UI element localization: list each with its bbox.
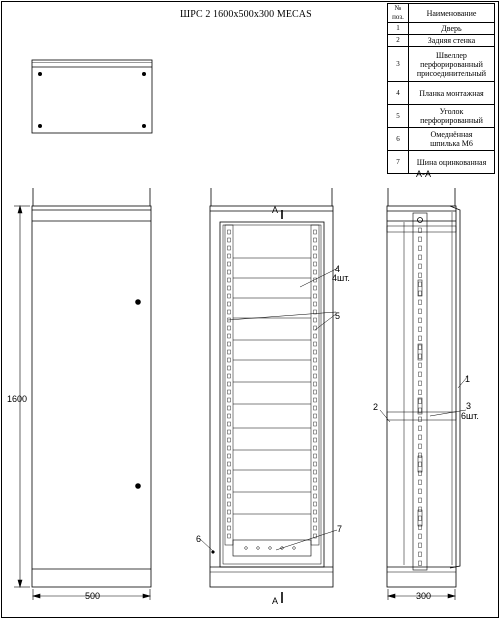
perforation-slot	[419, 561, 422, 566]
perforation-slot	[314, 254, 317, 258]
door-profile	[450, 206, 460, 568]
spec-row-num: 2	[388, 35, 409, 47]
perforation-slot	[314, 398, 317, 402]
callout-7: 7	[337, 524, 343, 534]
perforation-slot	[419, 237, 422, 242]
callout-6: 6	[196, 534, 202, 544]
perforated-channel	[413, 213, 427, 570]
perforation-slot	[228, 238, 231, 242]
perforation-side	[419, 228, 422, 566]
leader-5a	[228, 312, 336, 320]
channel-top-hole	[418, 218, 423, 223]
perforation-slot	[228, 382, 231, 386]
perforation-slot	[419, 264, 422, 269]
perforation-slot	[419, 300, 422, 305]
perforation-slot	[419, 525, 422, 530]
spec-row-name-line: шпилька М6	[430, 139, 473, 148]
top-view	[32, 60, 152, 133]
perforation-slot	[228, 446, 231, 450]
perforation-slot	[228, 334, 231, 338]
front-view	[32, 188, 151, 587]
callout-4-qty: 4шт.	[332, 273, 350, 283]
perforation-slot	[314, 246, 317, 250]
spec-row-name-line: Швеллер	[436, 50, 467, 60]
perforation-slot	[419, 255, 422, 260]
perforation-slot	[228, 534, 231, 538]
callout-2: 2	[373, 402, 379, 412]
perforation-slot	[228, 462, 231, 466]
perforation-slot	[314, 358, 317, 362]
perforation-slot	[314, 462, 317, 466]
perforation-slot	[419, 435, 422, 440]
perforation-slot	[228, 438, 231, 442]
spec-row-name-line: Планка монтажная	[419, 88, 484, 98]
perforation-slot	[314, 238, 317, 242]
perforation-slot	[314, 414, 317, 418]
perforation-slot	[228, 270, 231, 274]
spec-row-num: 6	[388, 128, 409, 151]
perforation-slot	[314, 438, 317, 442]
perforation-slot	[419, 363, 422, 368]
callout-4: 4	[335, 264, 341, 274]
perforation-slot	[419, 516, 422, 521]
perforation-slot	[314, 526, 317, 530]
perforation-slot	[314, 406, 317, 410]
perforation-slot	[314, 302, 317, 306]
perforation-slot	[419, 354, 422, 359]
top-view-outline	[32, 60, 152, 133]
perforation-slot	[228, 430, 231, 434]
perforation-slot	[228, 310, 231, 314]
spec-row-name-line: Омеднённая	[430, 130, 473, 139]
perforation-slot	[228, 326, 231, 330]
perforation-slot	[419, 507, 422, 512]
perforation-slot	[419, 498, 422, 503]
spec-row-num: 3	[388, 47, 409, 82]
perforation-slot	[228, 414, 231, 418]
perforation-slot	[314, 390, 317, 394]
perforation-slot	[419, 381, 422, 386]
perforation-slot	[314, 286, 317, 290]
perforated-angle-right	[311, 225, 319, 545]
mounting-panel-outline	[220, 222, 324, 567]
mounting-strips	[233, 258, 311, 514]
callout-1: 1	[465, 374, 471, 384]
perforation-slot	[314, 494, 317, 498]
perforation-slot	[419, 390, 422, 395]
sheet-frame	[2, 2, 499, 618]
perforation-slot	[419, 444, 422, 449]
perforation-slot	[419, 372, 422, 377]
perforation-slot	[419, 282, 422, 287]
perforation-slot	[314, 318, 317, 322]
spec-row-name-line: Шина оцинкованная	[416, 157, 487, 167]
perforation-slot	[228, 246, 231, 250]
perforation-slot	[228, 366, 231, 370]
perforation-slot	[228, 470, 231, 474]
perforation-slot	[419, 345, 422, 350]
callout-3: 3	[466, 401, 472, 411]
perforation-slot	[419, 453, 422, 458]
perforation-slot	[314, 422, 317, 426]
perforation-slot	[419, 543, 422, 548]
perforation-slot	[228, 342, 231, 346]
perforation-slot	[228, 494, 231, 498]
perforation-slot	[314, 454, 317, 458]
perforation-slot	[228, 486, 231, 490]
perforation-slot	[228, 518, 231, 522]
side-view	[387, 188, 460, 587]
spec-row-name-line: Задняя стенка	[427, 36, 476, 45]
side-body	[387, 206, 456, 587]
callout-5: 5	[335, 311, 341, 321]
perforation-slot	[228, 302, 231, 306]
top-bolt-3	[38, 124, 41, 127]
width-dim-label: 500	[85, 591, 101, 601]
perforated-angle-left	[225, 225, 233, 545]
perforation-left	[228, 230, 231, 538]
perforation-slot	[314, 486, 317, 490]
perforation-slot	[228, 478, 231, 482]
perforation-slot	[228, 278, 231, 282]
perforation-slot	[419, 246, 422, 251]
perforation-slot	[314, 374, 317, 378]
perforation-slot	[314, 270, 317, 274]
perforation-slot	[419, 426, 422, 431]
perforation-slot	[228, 230, 231, 234]
interior-view	[210, 188, 333, 587]
section-mark-top-label: А	[272, 205, 279, 215]
depth-dim-label: 300	[416, 591, 432, 601]
perforation-slot	[419, 489, 422, 494]
perforation-slot	[419, 480, 422, 485]
perforation-slot	[314, 510, 317, 514]
perforation-slot	[314, 334, 317, 338]
spec-row-name-line: перфорированный	[420, 59, 483, 69]
perforation-slot	[228, 502, 231, 506]
perforation-slot	[419, 336, 422, 341]
perforation-slot	[419, 318, 422, 323]
perforation-slot	[419, 399, 422, 404]
perforation-slot	[314, 382, 317, 386]
perforation-slot	[419, 309, 422, 314]
spec-row-name-line: Дверь	[441, 24, 462, 33]
perforation-slot	[314, 478, 317, 482]
perforation-slot	[419, 471, 422, 476]
perforation-slot	[419, 417, 422, 422]
perforation-slot	[314, 470, 317, 474]
perforation-slot	[228, 286, 231, 290]
perforation-slot	[314, 518, 317, 522]
door-lock-bottom	[136, 484, 141, 489]
perforation-right	[314, 230, 317, 538]
perforation-slot	[228, 406, 231, 410]
spec-row-name-line: перфорированный	[420, 116, 483, 125]
callout-3-qty: 6шт.	[461, 411, 479, 421]
perforation-slot	[314, 342, 317, 346]
spec-header-num: № поз.	[388, 4, 409, 23]
perforation-slot	[228, 454, 231, 458]
top-bolt-1	[38, 72, 41, 75]
perforation-slot	[419, 462, 422, 467]
perforation-slot	[228, 398, 231, 402]
perforation-slot	[314, 350, 317, 354]
perforation-slot	[228, 350, 231, 354]
perforation-slot	[314, 262, 317, 266]
perforation-slot	[314, 366, 317, 370]
perforation-slot	[228, 262, 231, 266]
perforation-slot	[314, 446, 317, 450]
top-bolt-2	[142, 72, 145, 75]
perforation-slot	[314, 430, 317, 434]
section-title: А-А	[416, 169, 432, 179]
top-bolt-4	[142, 124, 145, 127]
spec-row-num: 1	[388, 23, 409, 35]
perforation-slot	[228, 422, 231, 426]
perforation-slot	[228, 510, 231, 514]
perforation-slot	[314, 502, 317, 506]
height-dim-label: 1600	[7, 394, 28, 404]
cabinet-body	[32, 206, 151, 587]
perforation-slot	[419, 291, 422, 296]
perforation-slot	[228, 526, 231, 530]
leader-6	[200, 539, 213, 551]
perforation-slot	[228, 358, 231, 362]
perforation-slot	[228, 254, 231, 258]
perforation-slot	[419, 273, 422, 278]
perforation-slot	[228, 374, 231, 378]
spec-row-name-line: присоединительный	[416, 68, 487, 78]
spec-row-name-line: Уголок	[439, 107, 464, 116]
spec-row-num: 4	[388, 82, 409, 105]
door-lock-top	[136, 300, 141, 305]
perforation-slot	[228, 294, 231, 298]
perforation-slot	[419, 327, 422, 332]
drawing-title: ШРС 2 1600х500х300 MECAS	[180, 9, 312, 20]
busbar-holes	[245, 547, 296, 550]
perforation-slot	[419, 534, 422, 539]
section-mark-bottom-label: А	[272, 596, 279, 606]
spec-row-num: 5	[388, 105, 409, 128]
spec-row-num: 7	[388, 151, 409, 174]
perforation-slot	[314, 230, 317, 234]
spec-header-name: Наименование	[409, 4, 495, 23]
perforation-slot	[419, 552, 422, 557]
perforation-slot	[228, 390, 231, 394]
perforation-slot	[314, 294, 317, 298]
